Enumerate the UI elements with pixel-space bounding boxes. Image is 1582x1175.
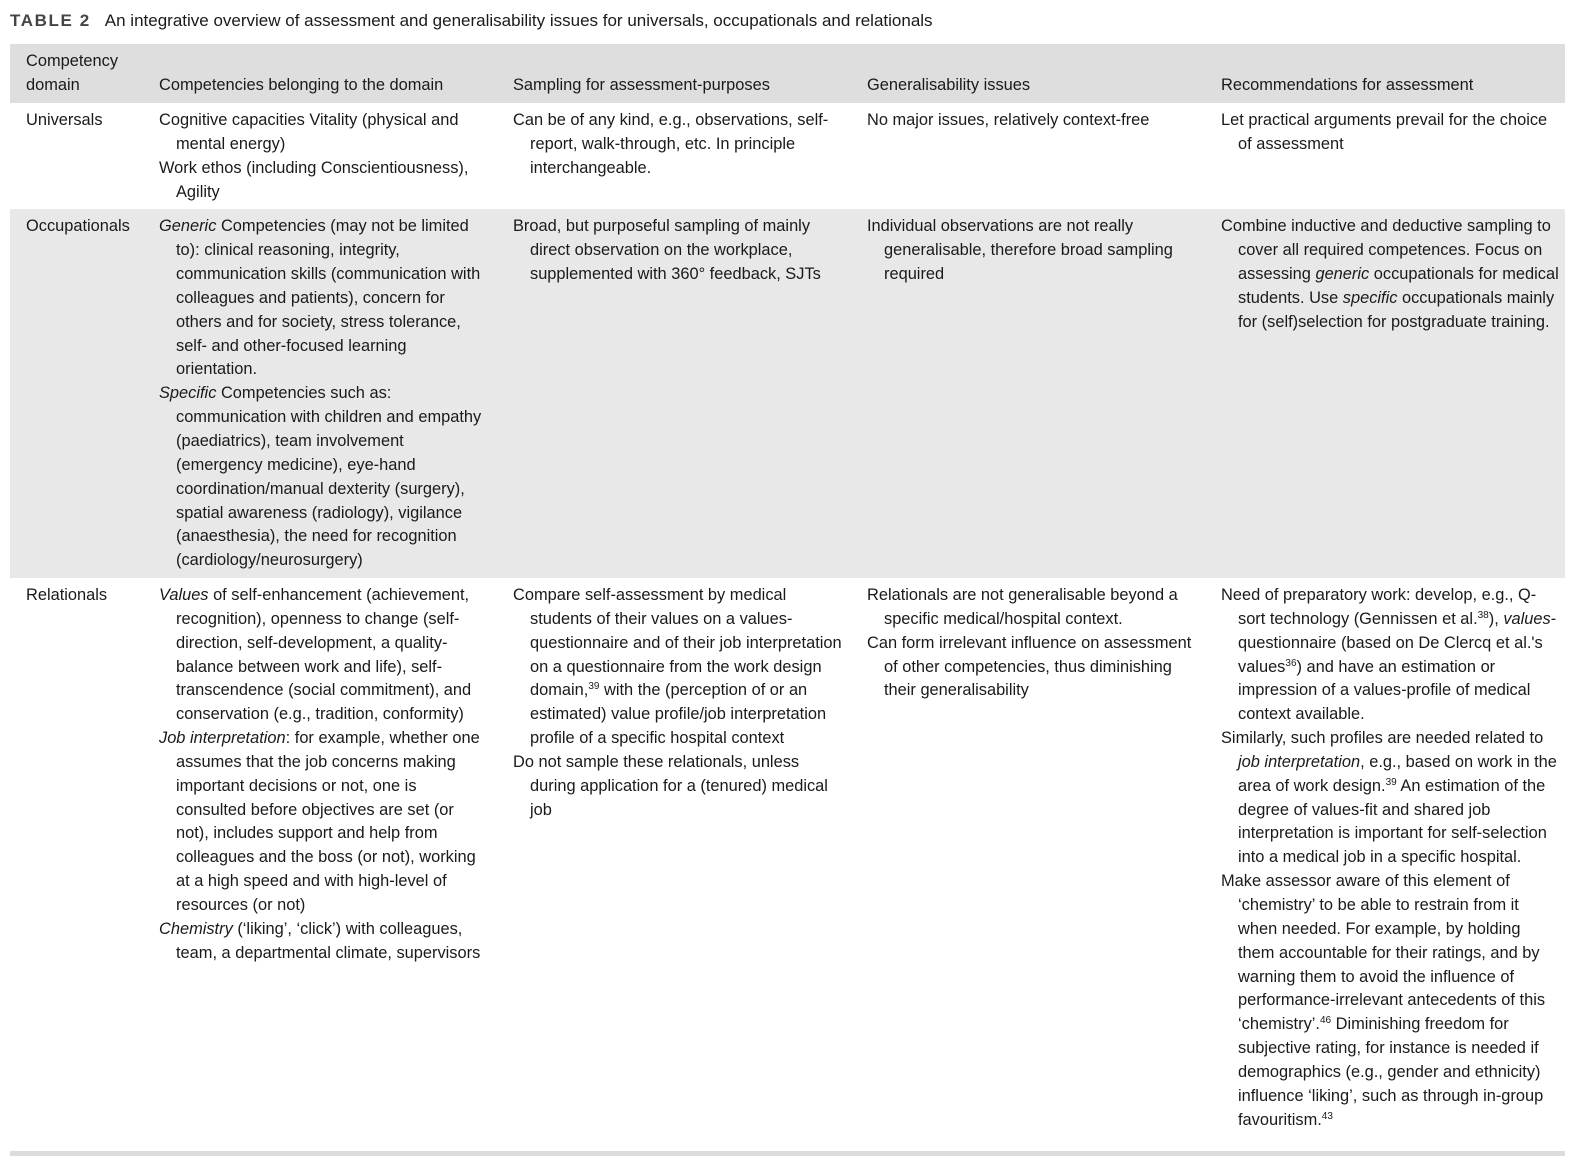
header-recommendations: Recommendations for assessment	[1205, 44, 1565, 103]
citation-ref: 38	[1477, 609, 1489, 621]
header-sampling: Sampling for assessment-purposes	[497, 44, 851, 103]
competencies-cell: Generic Competencies (may not be limited to): clinical reasoning, integrity, communication skills (communication with colleagues and patients), concern for others and for society, stress tolerance, self- and other-focused learning orientation. Specific Competencies such as: communication with children and empathy (paediatrics), team involvement (emergency medicine), eye-hand coordination/manual dexterity (surgery), spatial awareness (radiology), vigilance (anaesthesia), the need for recognition (cardiology/neurosurgery)	[143, 209, 497, 578]
table-caption	[10, 10, 1570, 32]
overview-table	[10, 44, 1565, 1137]
domain-cell: Universals	[26, 111, 103, 129]
citation-ref: 39	[588, 681, 600, 693]
domain-cell: Relationals	[26, 586, 108, 605]
recommendations-cell: Combine inductive and deductive sampling to cover all required competences. Focus on assessing generic occupationals for medical students. Use specific occupationals mainly for (self)selection for postgraduate training.	[1205, 209, 1565, 578]
generalisability-cell: No major issues, relatively context-free	[867, 111, 1150, 129]
table-row-universals	[10, 103, 1565, 209]
table-label: TABLE 2	[10, 11, 91, 30]
header-generalisability: Generalisability issues	[851, 44, 1205, 103]
domain-cell: Occupationals	[10, 209, 143, 578]
citation-ref: 36	[1285, 657, 1297, 669]
competencies-cell: Values of self-enhancement (achievement, recognition), openness to change (self-direction, self-development, a quality-balance between work and life), self-transcendence (social commitment), and conservation (e.g., tradition, conformity) Job interpretation: for example, whether one assumes that the job concerns making important decisions or not, one is consulted before objectives are set (or not), includes support and help from colleagues and the boss (or not), working at a high speed and with high-level of resources (or not) Chemistry (‘liking’, ‘click’) with colleagues, team, a departmental climate, supervisors	[159, 586, 481, 962]
header-row	[10, 44, 1565, 103]
header-competencies: Competencies belonging to the domain	[143, 44, 497, 103]
recommendations-cell: Need of preparatory work: develop, e.g., Q-sort technology (Gennissen et al.$^{38}$), values-questionnaire (based on De Clercq et al.'s values$^{36}$) and have an estimation or impression of a values-profile of medical context available. Similarly, such profiles are needed related to job interpretation, e.g., based on work in the area of work design.$^{39}$ An estimation of the degree of values-fit and shared job interpretation is important for self-selection into a medical job in a specific hospital. Make assessor aware of this element of ‘chemistry’ to be able to restrain from it when needed. For example, by holding them accountable for their ratings, and by warning them to avoid the influence of performance-irrelevant antecedents of this ‘chemistry’.$^{46}$ Diminishing freedom for subjective rating, for instance is needed if demographics (e.g., gender and ethnicity) influence ‘liking’, such as through in-group favouritism.$^{43}$	[1221, 586, 1557, 1129]
competencies-cell: Cognitive capacities Vitality (physical and mental energy) Work ethos (including Conscientiousness), Agility	[159, 111, 469, 201]
sampling-cell: Broad, but purposeful sampling of mainly direct observation on the workplace, supplemented with 360° feedback, SJTs	[497, 209, 851, 578]
generalisability-cell: Individual observations are not really generalisable, therefore broad sampling required	[851, 209, 1205, 578]
citation-ref: 39	[1385, 776, 1397, 788]
table-row-relationals	[10, 578, 1565, 1137]
sampling-cell: Can be of any kind, e.g., observations, self-report, walk-through, etc. In principle interchangeable.	[513, 111, 829, 177]
citation-ref: 43	[1321, 1110, 1333, 1122]
header-domain: Competency domain	[10, 44, 143, 103]
generalisability-cell: Relationals are not generalisable beyond a specific medical/hospital context. Can form irrelevant influence on assessment of other competencies, thus diminishing their generalisability	[867, 586, 1192, 700]
table-bottom-rule	[10, 1151, 1565, 1156]
table-row-occupationals	[10, 209, 1565, 578]
citation-ref: 46	[1319, 1015, 1332, 1027]
table-title: An integrative overview of assessment and generalisability issues for universals, occupationals and relationals	[104, 11, 933, 30]
recommendations-cell: Let practical arguments prevail for the choice of assessment	[1221, 111, 1548, 153]
sampling-cell: Compare self-assessment by medical students of their values on a values-questionnaire and of their job interpretation on a questionnaire from the work design domain,$^{39}$ with the (perception of or an estimated) value profile/job interpretation profile of a specific hospital context Do not sample these relationals, unless during application for a (tenured) medical job	[513, 586, 842, 819]
